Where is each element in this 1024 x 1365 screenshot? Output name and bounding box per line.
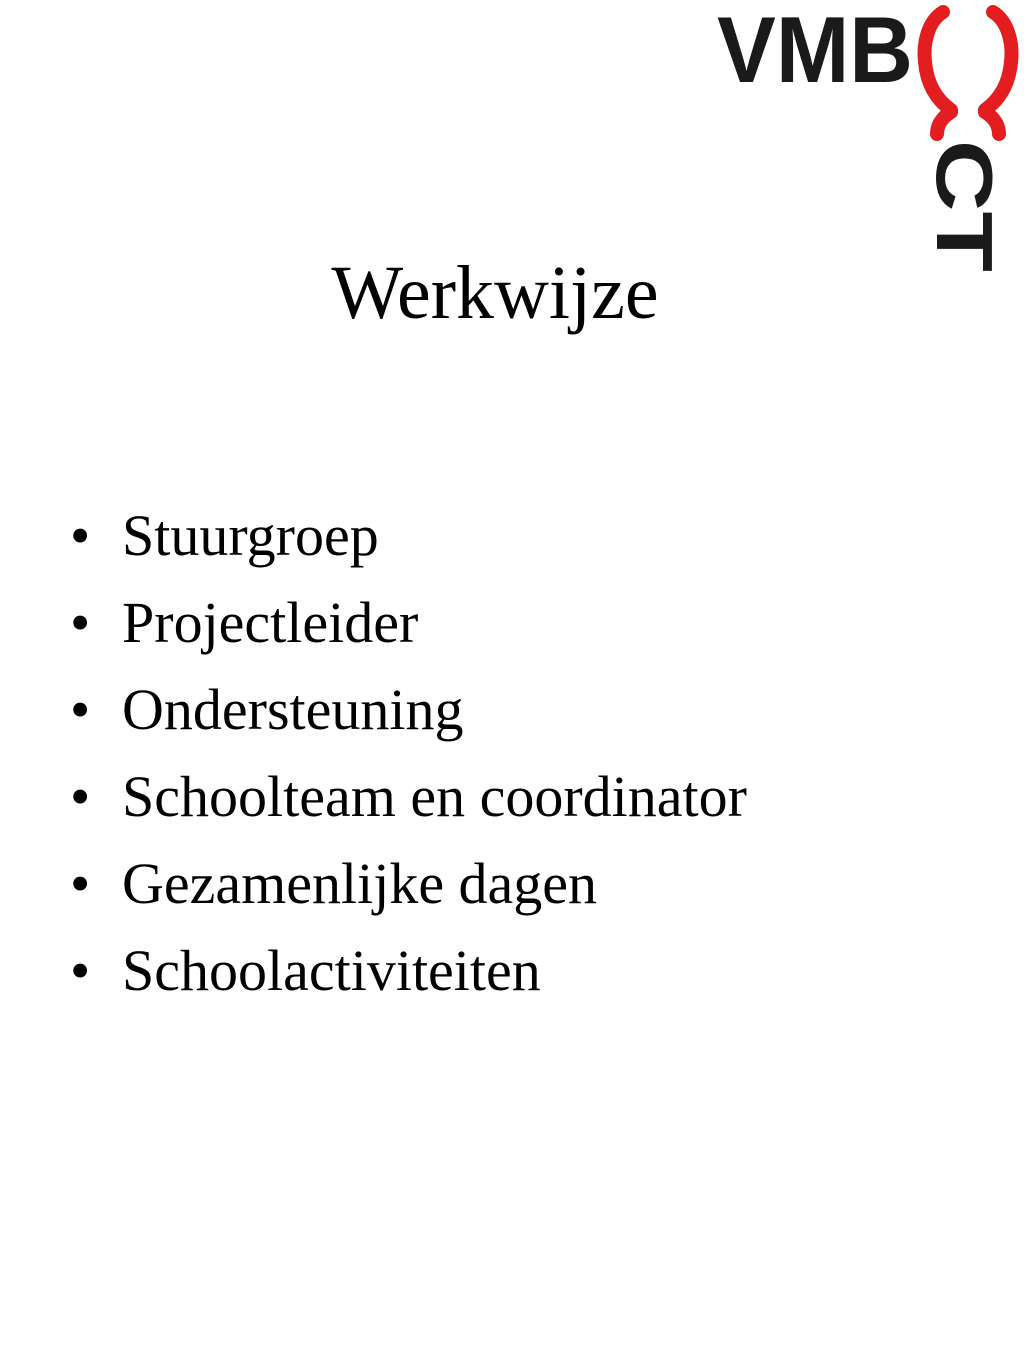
list-item-text: Gezamenlijke dagen — [122, 851, 598, 916]
logo-red-mark — [925, 12, 1012, 134]
list-item-text: Schoolteam en coordinator — [122, 764, 747, 829]
list-item-text: Ondersteuning — [122, 677, 464, 742]
list-item-text: Stuurgroep — [122, 503, 379, 568]
bullet-icon: • — [70, 938, 91, 1003]
bullet-icon: • — [70, 590, 91, 655]
slide-title: Werkwijze — [331, 251, 659, 335]
bullet-icon: • — [70, 503, 91, 568]
logo-text-vmb: VMB — [717, 0, 913, 102]
list-item-text: Schoolactiviteiten — [122, 938, 541, 1003]
bullet-icon: • — [70, 764, 91, 829]
vmbo-ict-logo — [715, 0, 1024, 290]
list-item-text: Projectleider — [122, 590, 419, 655]
bullet-icon: • — [70, 851, 91, 916]
logo-text-ct: CT — [920, 140, 1009, 247]
bullet-icon: • — [70, 677, 91, 742]
